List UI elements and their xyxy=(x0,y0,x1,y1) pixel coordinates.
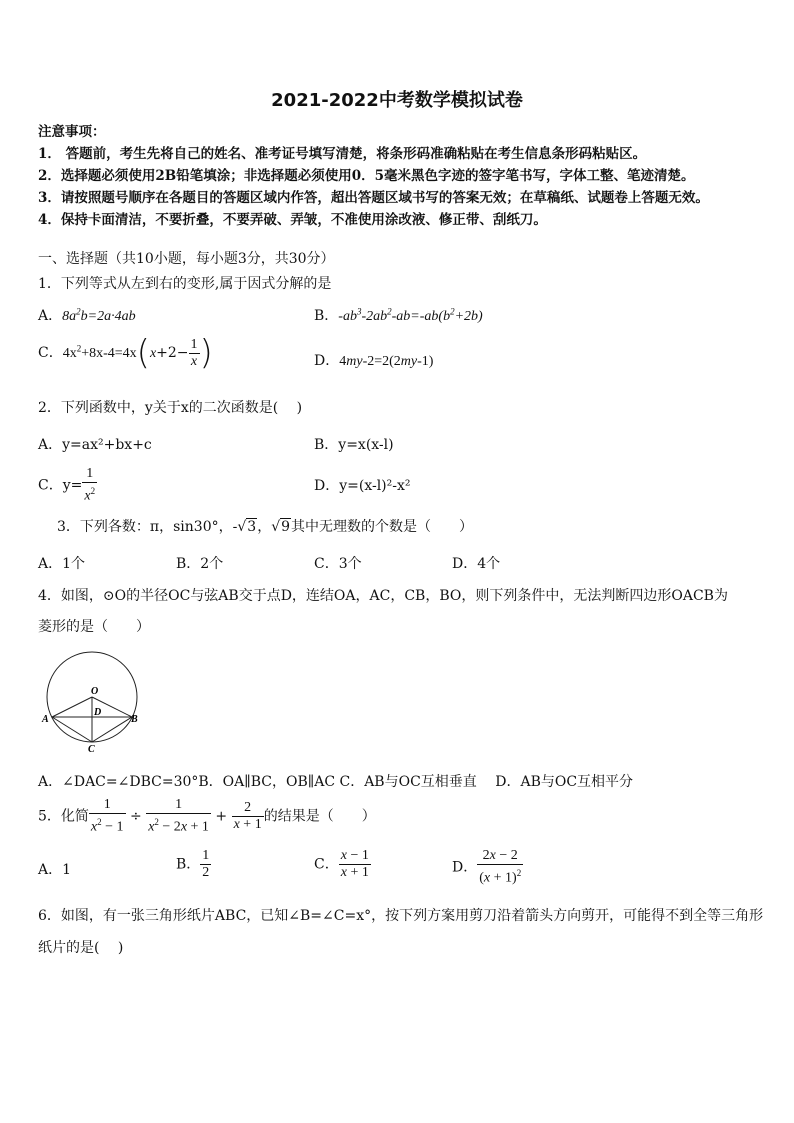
q4-stem-line2: 菱形的是（ ） xyxy=(38,619,150,635)
q1-option-d-label: D． xyxy=(314,353,340,369)
sqrt3-expression: √3 xyxy=(237,519,257,535)
q3-option-b: B．2个 xyxy=(176,556,224,572)
q4-options: A．∠DAC=∠DBC=30°B．OA∥BC，OB∥AC C．AB与OC互相垂直 D．AB与OC互相平分 xyxy=(38,774,634,790)
section-heading: 一、选择题（共10小题，每小题3分，共30分） xyxy=(38,251,335,267)
circle-diagram xyxy=(38,645,148,755)
sqrt9-expression: √9 xyxy=(271,519,291,535)
q3-stem xyxy=(57,516,473,536)
q5-option-d-label: D． xyxy=(452,859,478,876)
q5-stem-suffix: 的结果是（ ） xyxy=(263,808,376,825)
note-item: 1． 答题前，考生先将自己的姓名、准考证号填写清楚，将条形码准确粘贴在考生信息条形码粘贴区。 xyxy=(38,146,647,162)
page-title: 2021-2022中考数学模拟试卷 xyxy=(271,90,523,111)
label-a: A xyxy=(42,714,49,725)
q1-option-a-label: A． xyxy=(38,308,63,324)
q1-option-b: B．$-ab^3-2ab^2-ab=-ab(b^2+2b)$ xyxy=(314,306,483,324)
q1-option-a: A．$8a^2b=2a\cdot 4ab$ xyxy=(38,306,136,324)
q2-stem: 2．下列函数中，y关于x的二次函数是( ) xyxy=(38,400,303,416)
q2-option-c-label: C．y= xyxy=(38,477,83,494)
note-item: 4．保持卡面清洁，不要折叠，不要弄破、弄皱，不准使用涂改液、修正带、刮纸刀。 xyxy=(38,212,547,228)
label-c: C xyxy=(88,744,95,755)
label-b: B xyxy=(131,714,138,725)
q1-option-b-label: B． xyxy=(314,308,339,324)
note-item: 2．选择题必须使用2B铅笔填涂；非选择题必须使用0．5毫米黑色字迹的签字笔书写，字体工整、笔迹清楚。 xyxy=(38,168,695,184)
q3-stem-prefix: 3．下列各数：π，sin30°，- xyxy=(57,519,238,535)
q5-stem: 5．化简 $\frac{1}{x^2 - 1}$ ÷ $\frac{1}{x^2 - 2x + 1}$ + $\frac{2}{x + 1}$ 的结果是（ ） xyxy=(38,797,376,835)
q6-stem-line2: 纸片的是( ) xyxy=(38,940,124,956)
label-d: D xyxy=(94,707,102,718)
q5-option-b-label: B． xyxy=(176,856,201,873)
notes-heading: 注意事项： xyxy=(38,124,106,140)
q3-option-c: C．3个 xyxy=(314,556,362,572)
q3-option-a: A．1个 xyxy=(38,556,86,572)
q5-option-b: B． $\frac{1}{2}$ xyxy=(176,848,210,880)
q2-option-d: D．y=(x-l)²-x² xyxy=(314,478,411,494)
q1-stem: 1．下列等式从左到右的变形,属于因式分解的是 xyxy=(38,276,332,292)
q2-option-a: A．y=ax²+bx+c xyxy=(38,437,152,453)
segment-oa xyxy=(52,697,92,717)
q1-option-c-label: C． xyxy=(38,345,63,361)
q3-stem-suffix: 其中无理数的个数是（ ） xyxy=(291,519,474,535)
q2-option-b: B．y=x(x-l) xyxy=(314,437,394,453)
q5-stem-prefix: 5．化简 xyxy=(38,808,89,825)
segment-bc xyxy=(92,717,132,742)
label-o: O xyxy=(91,686,99,697)
q2-option-c: C．y= $\frac{1}{x^2}$ xyxy=(38,466,96,504)
q5-option-a: A．1 xyxy=(38,862,72,878)
q5-option-c-label: C． xyxy=(314,856,339,873)
q5-option-c: C． $\frac{x - 1}{x + 1}$ xyxy=(314,848,369,880)
q3-stem-mid: ， xyxy=(257,519,272,535)
segment-ac xyxy=(52,717,92,742)
q1-option-c: C．$4x^2+8x-4=4x(x+2-$ $\frac{1}{x}$ ) xyxy=(38,333,213,373)
note-item: 3．请按照题号顺序在各题目的答题区域内作答，超出答题区域书写的答案无效；在草稿纸、试题卷上答题无效。 xyxy=(38,190,709,206)
q6-stem-line1: 6．如图，有一张三角形纸片ABC，已知∠B=∠C=x°，按下列方案用剪刀沿着箭头方向剪开，可能得不到全等三角形 xyxy=(38,908,764,924)
q5-option-d: D． $\frac{2x - 2}{(x + 1)^2}$ xyxy=(452,848,522,886)
q3-option-d: D．4个 xyxy=(452,556,501,572)
q1-option-d: D．4my-2=2(2my-1) xyxy=(314,353,434,369)
q4-stem-line1: 4．如图，⊙O的半径OC与弦AB交于点D，连结OA，AC，CB，BO，则下列条件中，无法判断四边形OACB为 xyxy=(38,588,728,604)
